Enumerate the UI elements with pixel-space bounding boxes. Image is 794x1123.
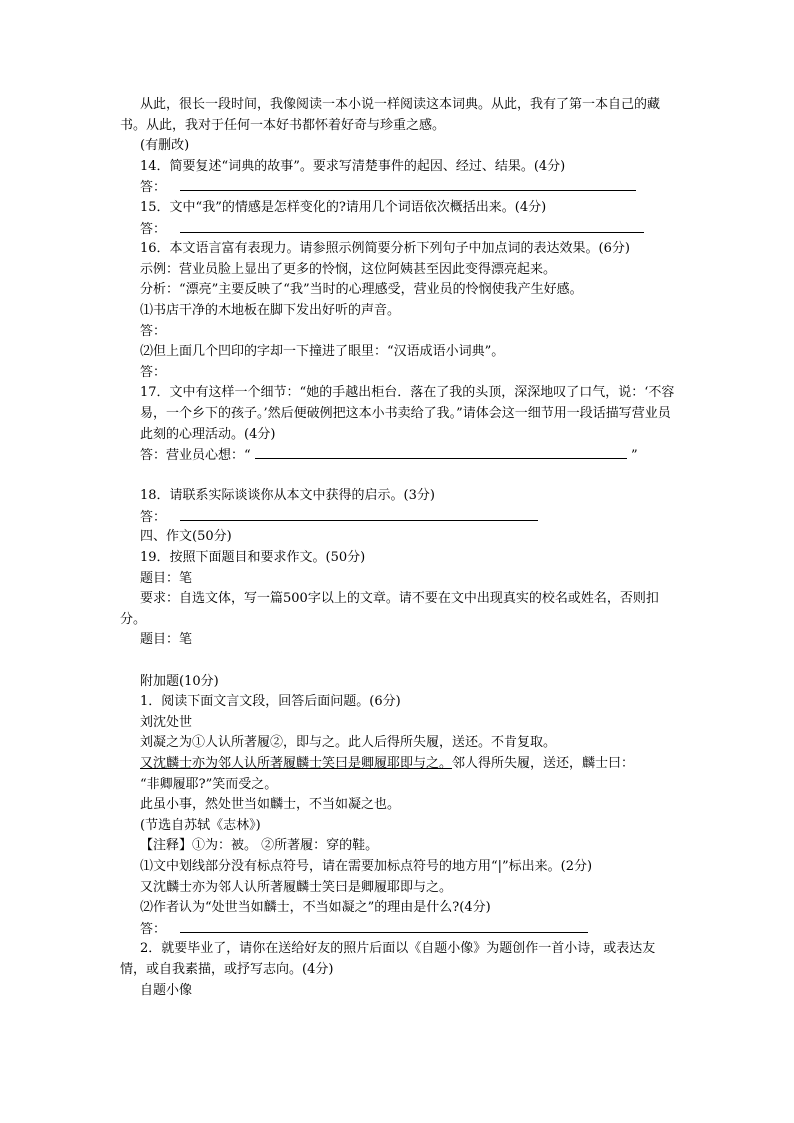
underlined-passage: 又沈麟士亦为邻人认所著履麟士笑曰是卿履耶即与之。 xyxy=(140,756,453,771)
answer-18 xyxy=(120,507,680,528)
essay-topic-repeat: 题目：笔 xyxy=(140,632,193,648)
question-16-analysis: 分析：“漂亮”主要反映了“我”当时的心理感受，营业员的怜悯使我产生好感。 xyxy=(140,282,583,298)
answer-bonus-1-2 xyxy=(120,919,680,940)
question-15: 15．文中“我”的情感是怎样变化的?请用几个词语依次概括出来。(4分) xyxy=(140,199,547,215)
spacer xyxy=(120,651,680,672)
essay-topic: 题目：笔 xyxy=(140,570,193,586)
question-16-part-2: ⑵但上面几个凹印的字却一下撞进了眼里：“汉语成语小词典”。 xyxy=(140,344,505,360)
paragraph-ending: 从此，很长一段时间，我像阅读一本小说一样阅读这本词典。从此，我有了第一本自己的藏书。从此，我对于任何一本好书都怀着好奇与珍重之感。 xyxy=(120,97,661,133)
answer-16-1: 答： xyxy=(140,323,167,339)
question-16-part-1: ⑴书店干净的木地板在脚下发出好听的声音。 xyxy=(140,302,401,318)
answer-blank-17[interactable] xyxy=(255,445,627,459)
classical-text-p2-rest: 邻人得所失履，送还，麟士曰： xyxy=(452,756,635,771)
classical-text-p1: 刘凝之为①人认所著履②，即与之。此人后得所失履，送还。不肯复取。 xyxy=(140,735,557,751)
answer-16-2: 答： xyxy=(140,364,167,380)
answer-17-prefix: 答：营业员心想：“ xyxy=(140,448,251,464)
bonus-question-1-1: ⑴文中划线部分没有标点符号，请在需要加标点符号的地方用“|”标出来。(2分) xyxy=(140,858,593,874)
spacer xyxy=(120,466,680,487)
answer-blank-15[interactable] xyxy=(180,219,644,233)
classical-text-notes: 【注释】①为：被。 ②所著履：穿的鞋。 xyxy=(140,838,379,854)
question-14: 14．简要复述“词典的故事”。要求写清楚事件的起因、经过、结果。(4分) xyxy=(140,158,566,174)
document-page xyxy=(120,95,680,1001)
bonus-question-1-1-text: 又沈麟士亦为邻人认所著履麟士笑曰是卿履耶即与之。 xyxy=(140,879,453,895)
bonus-heading: 附加题(10分) xyxy=(140,673,219,689)
question-17: 17．文中有这样一个细节：“她的手越出柜台．落在了我的头顶，深深地叹了口气，说：‘不容易，一个乡下的孩子。’然后便破例把这本小书卖给了我。”请体会这一细节用一段话描写营业员此刻的心理活动。(4分) xyxy=(140,385,675,442)
answer-label: 答： xyxy=(140,509,167,525)
section-4-heading: 四、作文(50分) xyxy=(140,529,232,545)
bonus-question-1-2: ⑵作者认为“处世当如麟士，不当如凝之”的理由是什么?(4分) xyxy=(140,900,491,916)
source-note: (有删改) xyxy=(140,138,190,154)
answer-blank-bonus-1-2[interactable] xyxy=(180,919,588,933)
classical-text-p4: 此虽小事，然处世当如麟士，不当如凝之也。 xyxy=(140,797,401,813)
answer-label: 答： xyxy=(140,221,167,237)
classical-text-source: (节选自苏轼《志林》) xyxy=(140,817,261,833)
answer-label: 答： xyxy=(140,921,167,937)
answer-blank-14[interactable] xyxy=(180,177,636,191)
classical-text-p3: “非卿履耶?”笑而受之。 xyxy=(140,776,278,792)
answer-15 xyxy=(120,219,680,240)
essay-requirements: 要求：自选文体，写一篇500字以上的文章。请不要在文中出现真实的校名或姓名，否则扣分。 xyxy=(120,591,659,627)
bonus-question-2: 2．就要毕业了，请你在送给好友的照片后面以《自题小像》为题创作一首小诗，或表达友情，或自我素描，或抒写志向。(4分) xyxy=(120,941,656,977)
bonus-question-1: 1．阅读下面文言文段，回答后面问题。(6分) xyxy=(140,694,401,710)
poem-title: 自题小像 xyxy=(140,982,193,998)
answer-label: 答： xyxy=(140,180,167,196)
answer-14 xyxy=(120,177,680,198)
question-16: 16．本文语言富有表现力。请参照示例简要分析下列句子中加点词的表达效果。(6分) xyxy=(140,241,630,257)
answer-17 xyxy=(120,445,680,466)
answer-blank-18[interactable] xyxy=(180,507,538,521)
answer-17-suffix: ” xyxy=(630,448,638,464)
classical-text-p2 xyxy=(120,754,680,775)
question-19: 19．按照下面题目和要求作文。(50分) xyxy=(140,550,366,566)
question-16-example: 示例：营业员脸上显出了更多的怜悯，这位阿姨甚至因此变得漂亮起来。 xyxy=(140,261,557,277)
question-18: 18．请联系实际谈谈你从本文中获得的启示。(3分) xyxy=(140,488,435,504)
classical-text-title: 刘沈处世 xyxy=(140,714,193,730)
